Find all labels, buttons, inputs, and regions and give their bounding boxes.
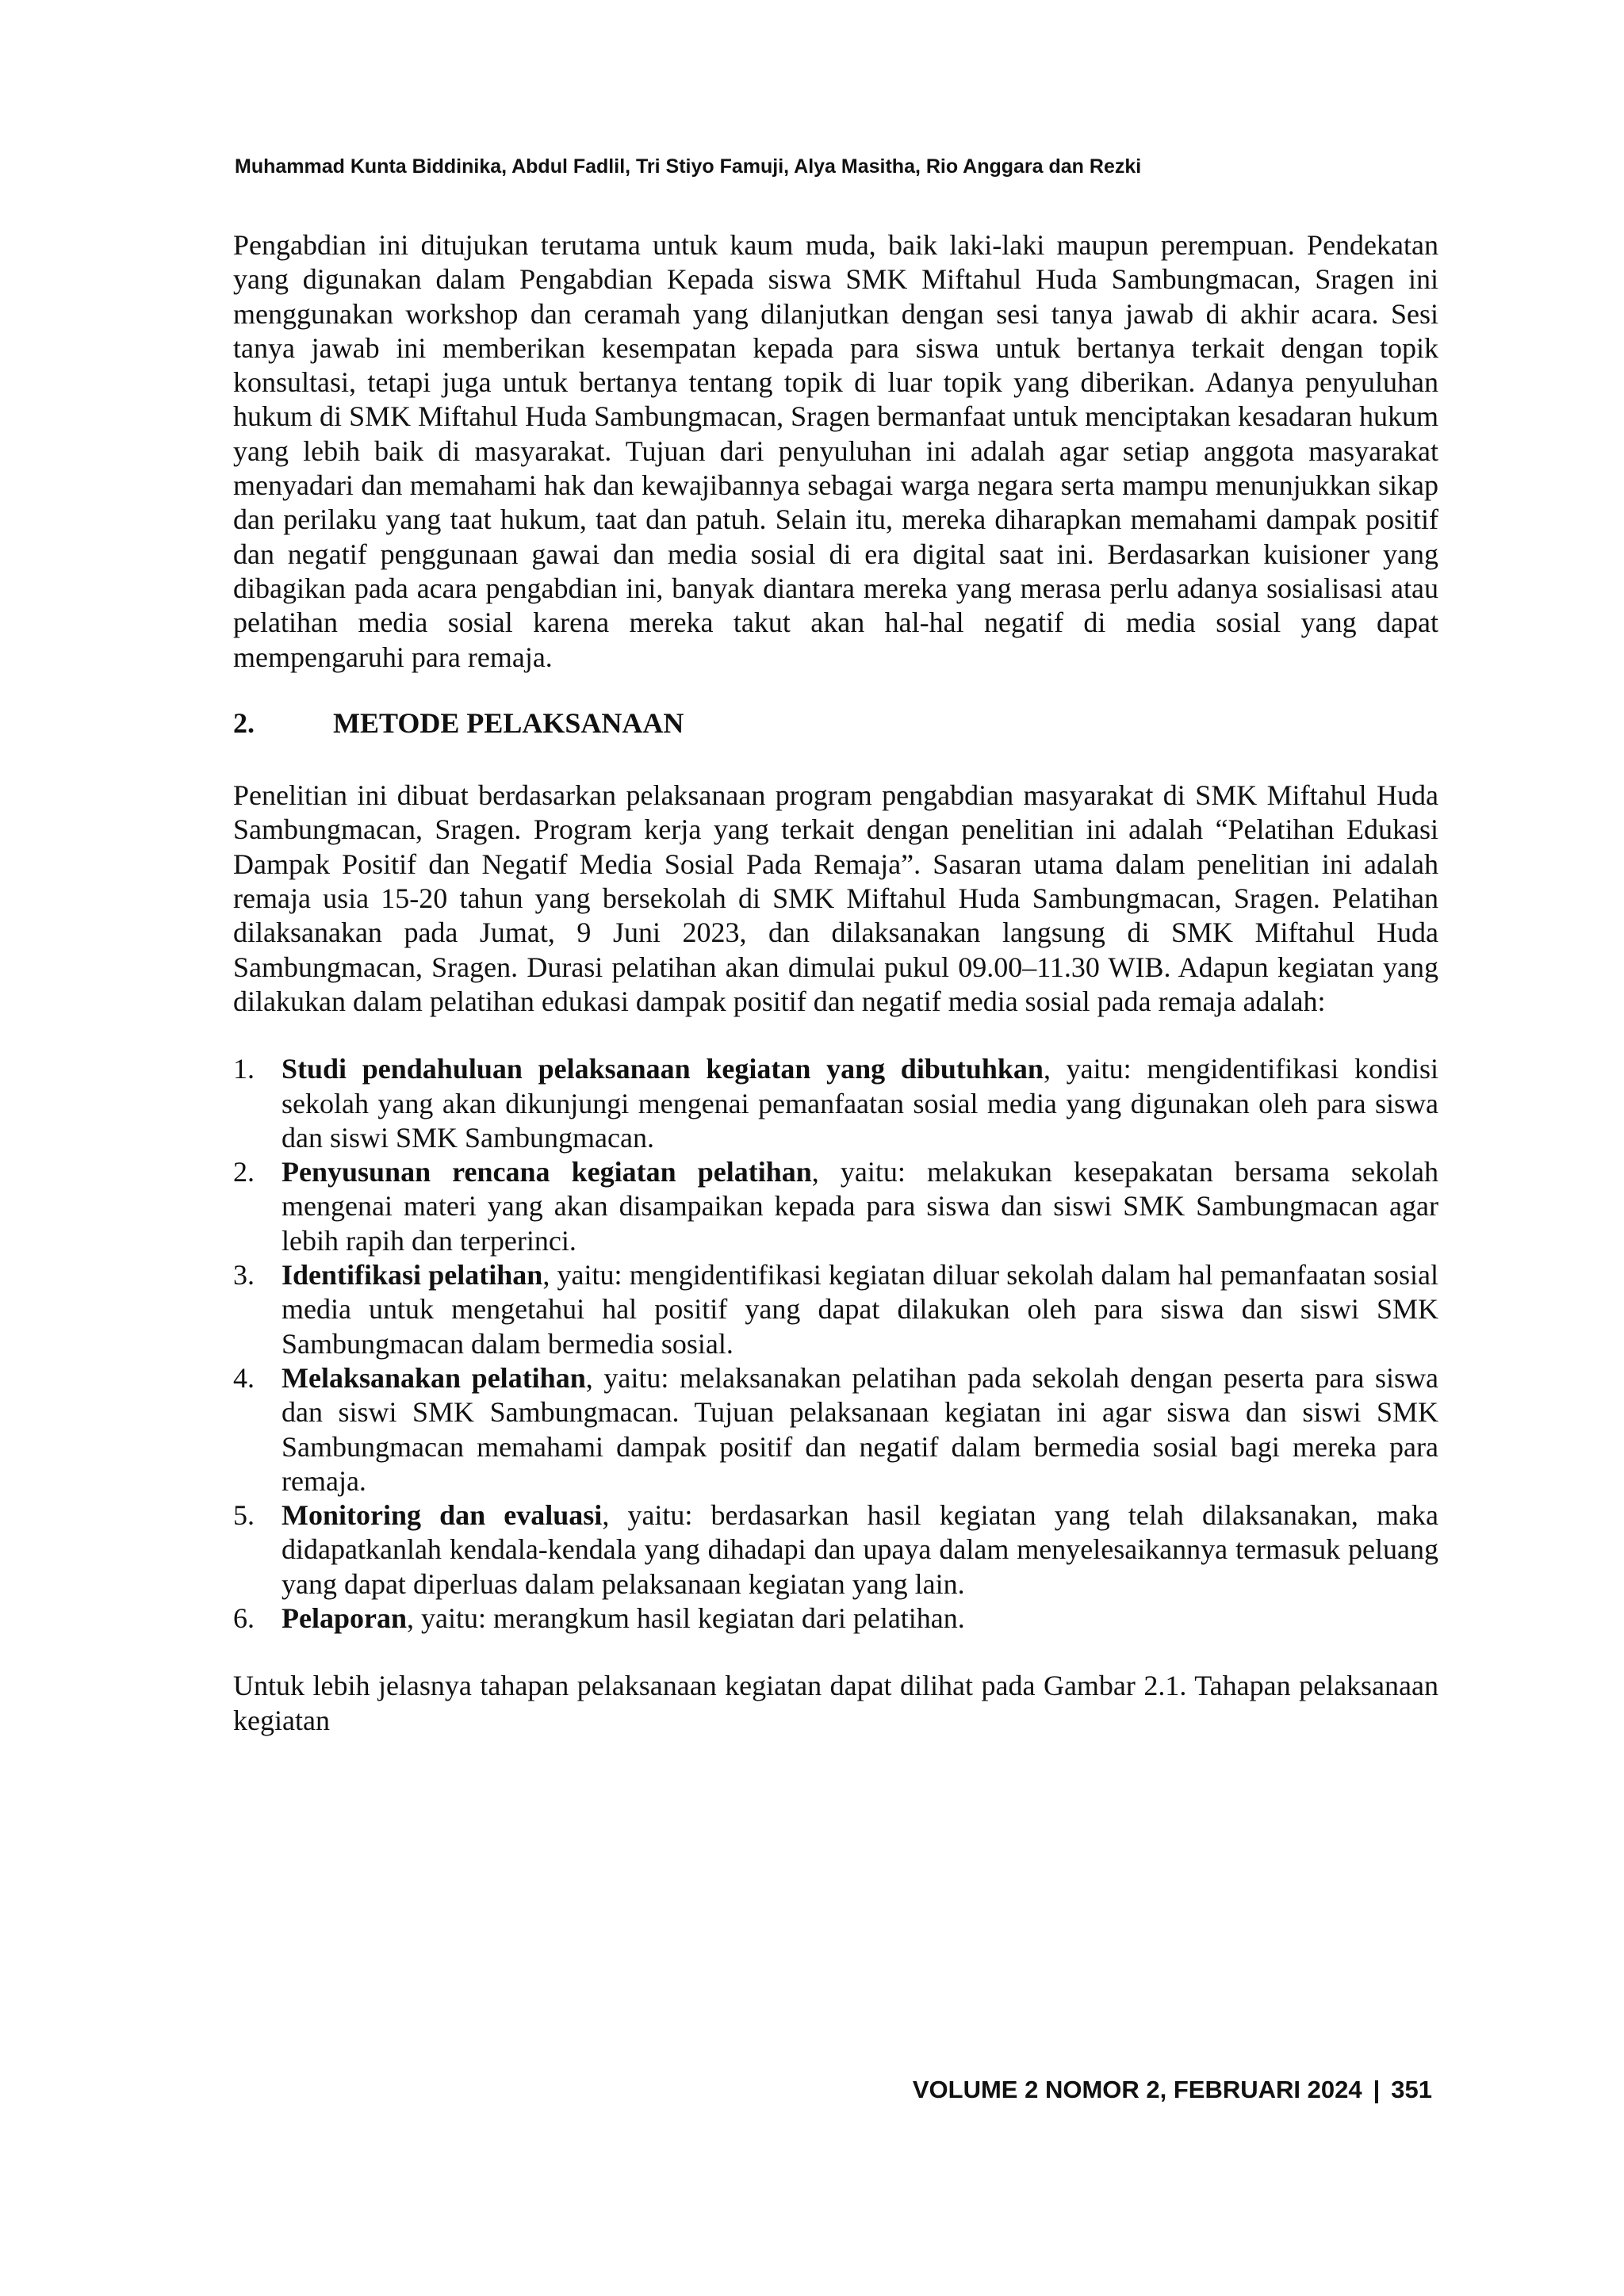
list-item-description: , yaitu: berdasarkan hasil kegiatan yang telah dilaksanakan, maka didapatkanlah kendala-kendala yang dihadapi dan upaya dalam menyelesaikannya termasuk peluang yang dapat diperluas dalam pelaksanaan kegiatan yang lain. [282,1499,1438,1600]
list-item-description: , yaitu: melaksanakan pelatihan pada sekolah dengan peserta para siswa dan siswi SMK Sambungmacan. Tujuan pelaksanaan kegiatan ini agar siswa dan siswi SMK Sambungmacan memahami dampak positif dan negatif dalam bermedia sosial bagi mereka para remaja. [282,1361,1439,1497]
list-item-text [282,1258,1438,1361]
list-item-title: Melaksanakan pelatihan [282,1361,586,1394]
list-item [233,1498,1438,1601]
list-item-title: Studi pendahuluan pelaksanaan kegiatan yang dibutuhkan [282,1053,1044,1085]
list-item-text [282,1052,1438,1155]
list-item-number: 6. [233,1601,255,1634]
intro-paragraph: Pengabdian ini ditujukan terutama untuk kaum muda, baik laki-laki maupun perempuan. Pendekatan yang digunakan dalam Pengabdian Kepada siswa SMK Miftahul Huda Sambungmacan, Sragen ini menggunakan workshop dan ceramah yang dilanjutkan dengan sesi tanya jawab di akhir acara. Sesi tanya jawab ini memberikan kesempatan kepada para siswa untuk bertanya terkait dengan topik konsultasi, tetapi juga untuk bertanya tentang topik di luar topik yang diberikan. Adanya penyuluhan hukum di SMK Miftahul Huda Sambungmacan, Sragen bermanfaat untuk menciptakan kesadaran hukum yang lebih baik di masyarakat. Tujuan dari penyuluhan ini adalah agar setiap anggota masyarakat menyadari dan memahami hak dan kewajibannya sebagai warga negara serta mampu menunjukkan sikap dan perilaku yang taat hukum, taat dan patuh. Selain itu, mereka diharapkan memahami dampak positif dan negatif penggunaan gawai dan media sosial di era digital saat ini. Berdasarkan kuisioner yang dibagikan pada acara pengabdian ini, banyak diantara mereka yang merasa perlu adanya sosialisasi atau pelatihan media sosial karena mereka takut akan hal-hal negatif di media sosial yang dapat mempengaruhi para remaja. [233,229,1438,673]
list-item-title: Monitoring dan evaluasi [282,1499,603,1532]
list-item [233,1052,1438,1155]
list-item-number: 4. [233,1361,255,1394]
footer-issue: VOLUME 2 NOMOR 2, FEBRUARI 2024 [912,2076,1362,2103]
method-paragraph: Penelitian ini dibuat berdasarkan pelaksanaan program pengabdian masyarakat di SMK Miftahul Huda Sambungmacan, Sragen. Program kerja yang terkait dengan penelitian ini adalah “Pelatihan Edukasi Dampak Positif dan Negatif Media Sosial Pada Remaja”. Sasaran utama dalam penelitian ini adalah remaja usia 15-20 tahun yang bersekolah di SMK Miftahul Huda Sambungmacan, Sragen. Pelatihan dilaksanakan pada Jumat, 9 Juni 2023, dan dilaksanakan langsung di SMK Miftahul Huda Sambungmacan, Sragen. Durasi pelatihan akan dimulai pukul 09.00–11.30 WIB. Adapun kegiatan yang dilakukan dalam pelatihan edukasi dampak positif dan negatif media sosial pada remaja adalah: [233,779,1438,1017]
list-item-text [282,1361,1438,1498]
list-item-text [282,1601,1438,1636]
closing-paragraph: Untuk lebih jelasnya tahapan pelaksanaan kegiatan dapat dilihat pada Gambar 2.1. Tahapan pelaksanaan kegiatan [233,1670,1438,1736]
running-header-authors: Muhammad Kunta Biddinika, Abdul Fadlil, Tri Stiyo Famuji, Alya Masitha, Rio Anggara dan Rezki [235,155,1142,178]
list-item [233,1155,1438,1258]
list-item-number: 2. [233,1156,255,1188]
list-item-number: 1. [233,1053,255,1085]
activity-steps-list [233,1052,1438,1636]
list-item-title: Penyusunan rencana kegiatan pelatihan [282,1156,812,1188]
page-content [233,228,1438,1738]
section-number: 2. [233,706,255,739]
list-item-text [282,1155,1438,1258]
section-title: METODE PELAKSANAAN [333,706,684,739]
list-item-description: , yaitu: melakukan kesepakatan bersama sekolah mengenai materi yang akan disampaikan kepada para siswa dan siswi SMK Sambungmacan agar lebih rapih dan terperinci. [282,1156,1438,1257]
list-item [233,1601,1438,1636]
section-heading [233,706,1438,740]
list-item [233,1361,1438,1498]
list-item [233,1258,1438,1361]
footer-separator: | [1373,2076,1381,2103]
list-item-number: 5. [233,1499,255,1532]
list-item-description: , yaitu: merangkum hasil kegiatan dari pelatihan. [407,1601,965,1634]
list-item-title: Pelaporan [282,1601,407,1634]
list-item-description: , yaitu: mengidentifikasi kegiatan diluar sekolah dalam hal pemanfaatan sosial media untuk mengetahui hal positif yang dapat dilakukan oleh para siswa dan siswi SMK Sambungmacan dalam bermedia sosial. [282,1259,1438,1360]
page-number: 351 [1391,2076,1432,2103]
list-item-description: , yaitu: mengidentifikasi kondisi sekolah yang akan dikunjungi mengenai pemanfaatan sosial media yang digunakan oleh para siswa dan siswi SMK Sambungmacan. [282,1053,1438,1154]
list-item-text [282,1498,1438,1601]
list-item-number: 3. [233,1259,255,1292]
running-footer [913,2076,1432,2104]
list-item-title: Identifikasi pelatihan [282,1259,543,1292]
